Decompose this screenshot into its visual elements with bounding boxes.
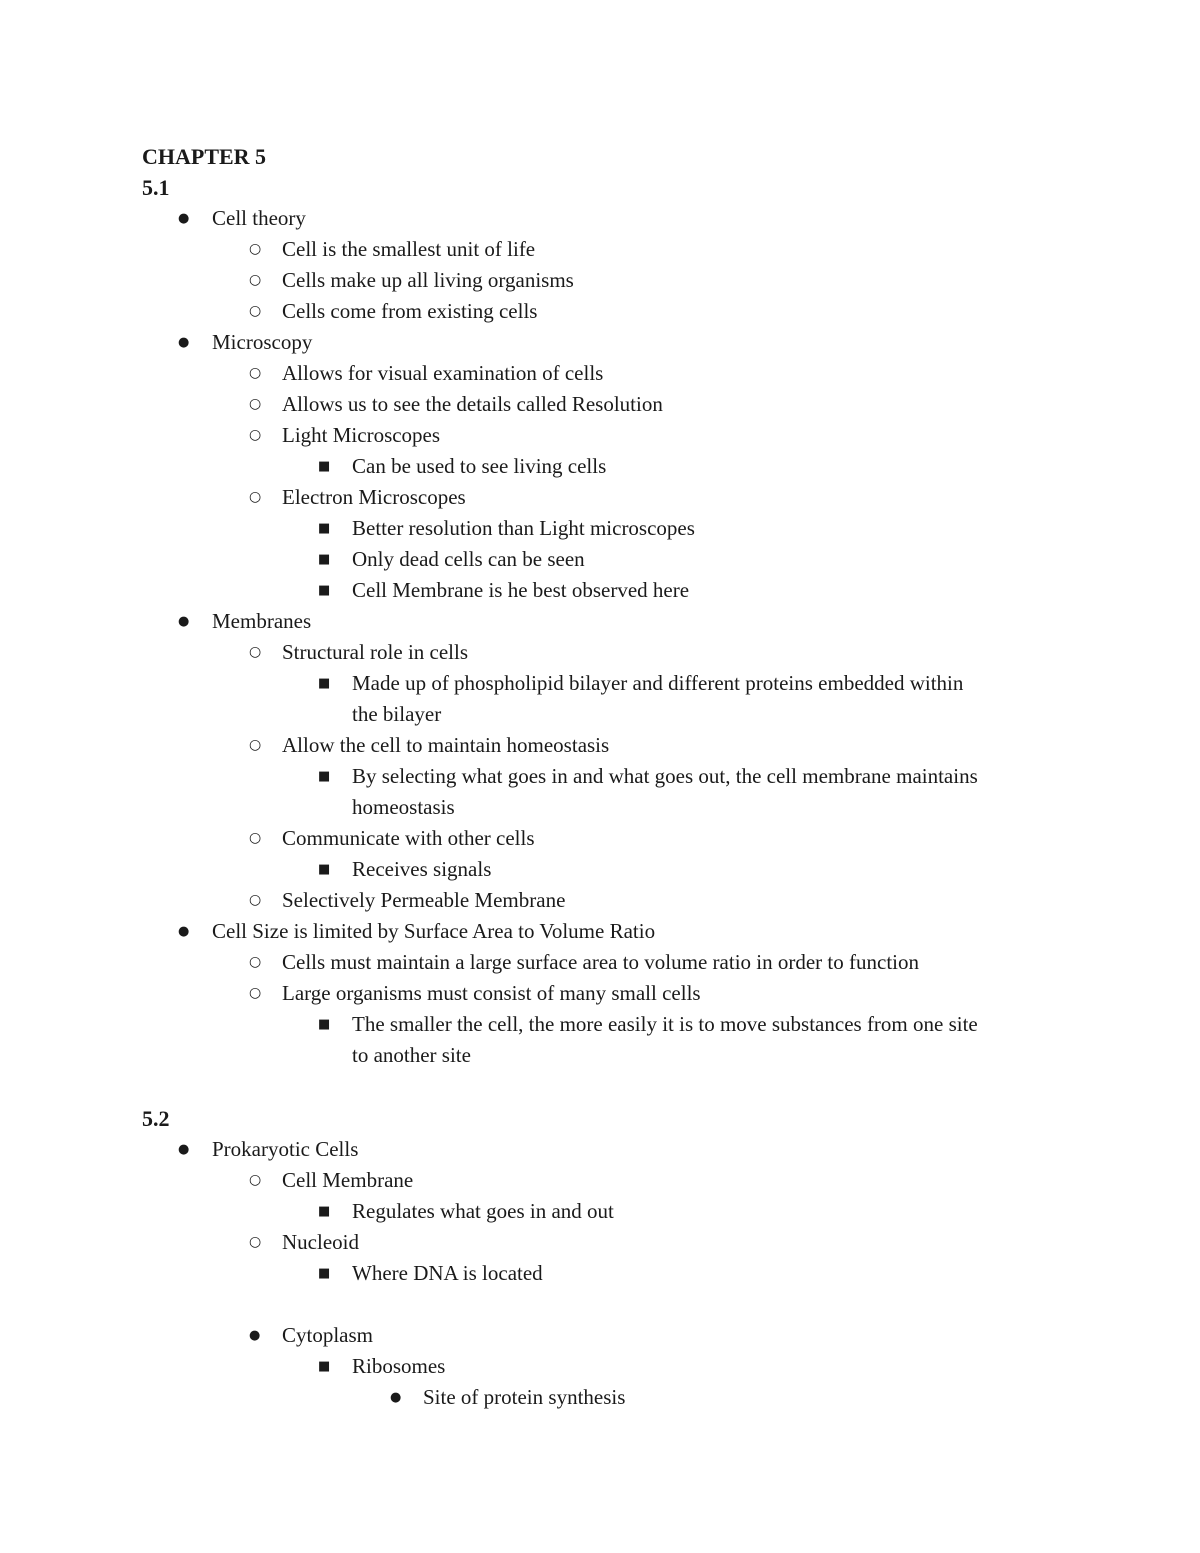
list-item: Nucleoid	[282, 1230, 359, 1254]
list-bullet: ○	[249, 365, 262, 381]
list-bullet: ○	[249, 830, 262, 846]
list-bullet: ■	[318, 1359, 331, 1374]
list-bullet: ●	[178, 211, 190, 226]
list-bullet: ■	[318, 1017, 331, 1032]
list-bullet: ○	[249, 892, 262, 908]
list-item: Communicate with other cells	[282, 826, 535, 850]
list-item: Membranes	[212, 609, 312, 633]
list-item: Cell is the smallest unit of life	[282, 237, 536, 261]
list-bullet: ○	[249, 985, 262, 1001]
list-item-continuation: the bilayer	[352, 702, 442, 726]
list-bullet: ●	[178, 924, 190, 939]
list-item: Where DNA is located	[352, 1261, 543, 1285]
list-item: Cell Membrane	[282, 1168, 414, 1192]
list-bullet: ■	[318, 862, 331, 877]
list-bullet: ○	[249, 1172, 262, 1188]
list-item: Site of protein synthesis	[423, 1385, 626, 1409]
list-bullet: ■	[318, 769, 331, 784]
list-item-continuation: to another site	[352, 1043, 471, 1067]
list-bullet: ●	[178, 335, 190, 350]
list-bullet: ○	[249, 241, 262, 257]
list-bullet: ○	[249, 954, 262, 970]
section-heading-5-1: 5.1	[142, 175, 170, 200]
list-bullet: ○	[249, 427, 262, 443]
list-bullet: ■	[318, 1204, 331, 1219]
list-bullet: ○	[249, 272, 262, 288]
list-bullet: ○	[249, 1234, 262, 1250]
list-bullet: ○	[249, 396, 262, 412]
list-item: Cell Size is limited by Surface Area to Volume Ratio	[212, 919, 656, 943]
list-item: Cell Membrane is he best observed here	[352, 578, 690, 602]
list-item: Electron Microscopes	[282, 485, 466, 509]
list-bullet: ■	[318, 459, 331, 474]
list-item: Selectively Permeable Membrane	[282, 888, 566, 912]
list-item: Regulates what goes in and out	[352, 1199, 614, 1223]
list-bullet: ■	[318, 676, 331, 691]
list-bullet: ●	[390, 1390, 402, 1405]
list-item: Allow the cell to maintain homeostasis	[282, 733, 610, 757]
list-item: Structural role in cells	[282, 640, 469, 664]
list-item: Can be used to see living cells	[352, 454, 607, 478]
list-bullet: ○	[249, 737, 262, 753]
list-item: Cells come from existing cells	[282, 299, 538, 323]
list-bullet: ●	[178, 1142, 190, 1157]
list-bullet: ■	[318, 583, 331, 598]
list-bullet: ○	[249, 489, 262, 505]
list-item: Light Microscopes	[282, 423, 441, 447]
list-item: Allows for visual examination of cells	[282, 361, 604, 385]
list-item: Receives signals	[352, 857, 492, 881]
list-item: Made up of phospholipid bilayer and different proteins embedded within	[352, 671, 964, 695]
list-item: Better resolution than Light microscopes	[352, 516, 695, 540]
list-item: Microscopy	[212, 330, 313, 354]
list-item: The smaller the cell, the more easily it is to move substances from one site	[352, 1012, 978, 1036]
list-bullet: ○	[249, 303, 262, 319]
list-item: By selecting what goes in and what goes out, the cell membrane maintains	[352, 764, 978, 788]
list-item: Cells must maintain a large surface area to volume ratio in order to function	[282, 950, 919, 974]
list-item-continuation: homeostasis	[352, 795, 455, 819]
list-bullet: ●	[249, 1328, 261, 1343]
list-item: Allows us to see the details called Resolution	[282, 392, 663, 416]
list-item: Only dead cells can be seen	[352, 547, 585, 571]
section-heading-5-2: 5.2	[142, 1106, 170, 1131]
list-bullet: ■	[318, 1266, 331, 1281]
list-item: Cytoplasm	[282, 1323, 374, 1347]
chapter-title: CHAPTER 5	[142, 144, 267, 169]
list-bullet: ■	[318, 552, 331, 567]
list-item: Ribosomes	[352, 1354, 446, 1378]
list-item: Cell theory	[212, 206, 306, 230]
list-bullet: ○	[249, 644, 262, 660]
list-item: Prokaryotic Cells	[212, 1137, 359, 1161]
list-bullet: ■	[318, 521, 331, 536]
list-bullet: ●	[178, 614, 190, 629]
list-item: Cells make up all living organisms	[282, 268, 574, 292]
list-item: Large organisms must consist of many small cells	[282, 981, 701, 1005]
